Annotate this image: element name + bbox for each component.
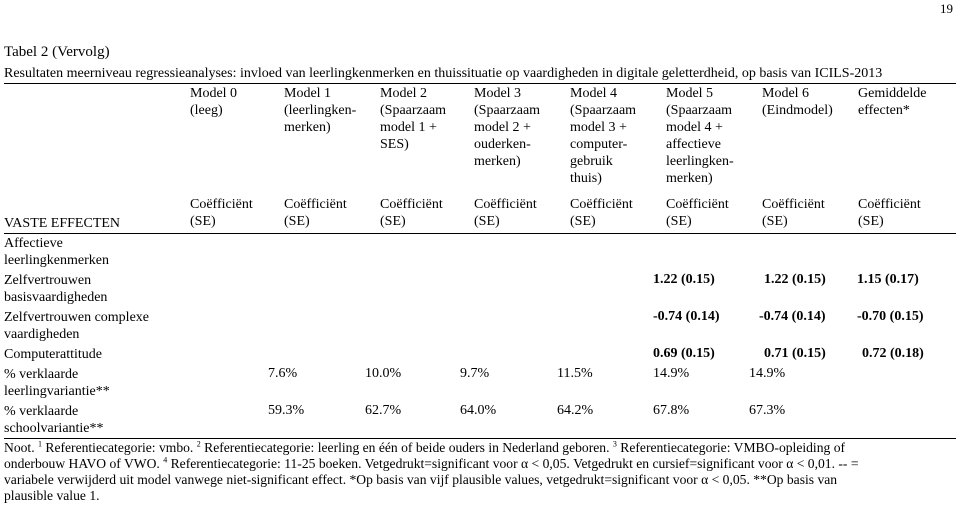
note-superscript: 3 [612,439,617,449]
table-cell: 9.7% [460,366,490,381]
column-header-model-1: Model 1 (leerlingken-merken) [284,86,357,135]
stat-header: Coëfficiënt (SE) [762,197,825,229]
table-cell: 67.8% [653,403,690,418]
note-line [4,440,956,456]
column-header-model-2: Model 2 (Spaarzaam model 1 + SES) [380,86,447,152]
stat-header: Coëfficiënt (SE) [666,197,729,229]
note-text: onderbouw HAVO of VWO. [4,456,164,471]
table-cell: 1.22 (0.15) [653,272,715,287]
table-cell: 64.2% [557,403,594,418]
table-cell: 10.0% [365,366,402,381]
note-text: Noot. [4,440,38,455]
table-cell: 0.69 (0.15) [653,346,715,361]
table-cell: 11.5% [557,366,593,381]
column-header-model-0: Model 0 (leeg) [190,86,238,118]
row-label: Zelfvertrouwen complexe vaardigheden [4,310,149,342]
table-cell: 62.7% [365,403,402,418]
stat-header: Coëfficiënt (SE) [570,197,633,229]
column-header-model-3: Model 3 (Spaarzaam model 2 + ouderken-merken) [474,86,541,169]
row-label: Affectieve leerlingkenmerken [4,236,109,268]
note-superscript: 2 [196,439,201,449]
note-line [4,456,956,472]
row-label: Computerattitude [4,347,102,362]
stat-header: Coëfficiënt (SE) [858,197,921,229]
table-cell: 1.22 (0.15) [764,272,826,287]
table-subtitle: Resultaten meerniveau regressieanalyses: invloed van leerlingkenmerken en thuissituatie op vaardigheden in digitale geletterdheid, op basis van ICILS-2013 [4,66,883,81]
header-bottom-rule [4,233,956,234]
note-text: Referentiecategorie: 11-25 boeken. Vetgedrukt=significant voor α < 0,05. Vetgedrukt en cursief=significant voor α < 0,01. -- = [167,456,859,471]
note-line [4,472,956,488]
row-label: % verklaarde leerlingvariantie** [4,367,110,399]
note-text: Referentiecategorie: leerling en één of beide ouders in Nederland geboren. [200,440,613,455]
row-label: Zelfvertrouwen basisvaardigheden [4,273,108,305]
column-header-model-4: Model 4 (Spaarzaam model 3 + computer-gebruik thuis) [570,86,637,186]
note-text: plausible value 1. [4,488,100,503]
table-cell: -0.74 (0.14) [759,309,826,324]
table-cell: 1.15 (0.17) [857,272,919,287]
stat-header: Coëfficiënt (SE) [190,197,253,229]
table-cell: 64.0% [460,403,497,418]
note-text: Referentiecategorie: vmbo. [41,440,197,455]
column-header-model-6: Model 6 (Eindmodel) [762,86,833,118]
table-cell: 67.3% [749,403,786,418]
page-number: 19 [940,1,953,16]
table-cell: 0.71 (0.15) [764,346,826,361]
table-top-rule [4,83,956,84]
table-cell: -0.70 (0.15) [857,309,924,324]
table-bottom-rule [4,438,956,439]
note-line [4,488,956,504]
note-text: Referentiecategorie: VMBO-opleiding of [616,440,846,455]
stat-header: Coëfficiënt (SE) [284,197,347,229]
table-caption: Tabel 2 (Vervolg) [4,44,110,60]
table-cell: 0.72 (0.18) [862,346,924,361]
table-cell: 59.3% [268,403,305,418]
table-notes [4,440,956,504]
table-cell: 14.9% [653,366,690,381]
note-superscript: 4 [163,455,168,465]
table-cell: -0.74 (0.14) [653,309,720,324]
row-label: % verklaarde schoolvariantie** [4,404,104,436]
stat-header: Coëfficiënt (SE) [474,197,537,229]
note-text: variabele verwijderd uit model vanwege niet-significant effect. *Op basis van vijf plausible values, vetgedrukt=significant voor α < 0,05. **Op basis van [4,472,838,487]
column-header-model-5: Model 5 (Spaarzaam model 4 + affectieve leerlingken-merken) [666,86,734,186]
section-label: VASTE EFFECTEN [4,216,121,231]
column-header-gemiddelde: Gemiddelde effecten* [858,86,927,118]
table-cell: 14.9% [749,366,786,381]
note-superscript: 1 [37,439,42,449]
stat-header: Coëfficiënt (SE) [380,197,443,229]
table-cell: 7.6% [268,366,298,381]
